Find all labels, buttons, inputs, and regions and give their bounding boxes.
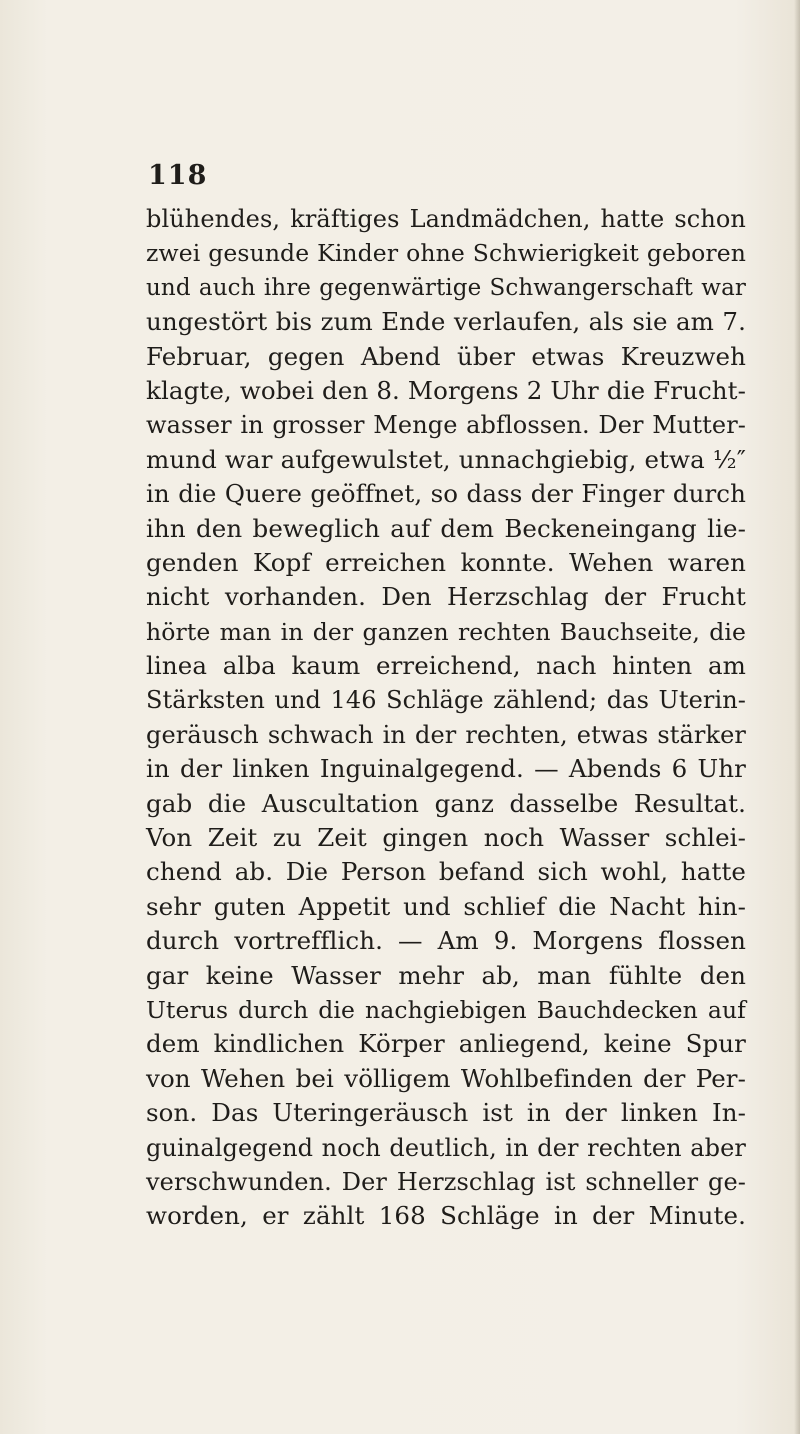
text-line: worden, er zählt 168 Schläge in der Minute. — [146, 1201, 746, 1231]
text-line: genden Kopf erreichen konnte. Wehen waren — [146, 547, 746, 577]
text-line: guinalgegend noch deutlich, in der rechten aber — [146, 1133, 746, 1162]
text-line: von Wehen bei völligem Wohlbefinden der Per- — [146, 1063, 746, 1093]
text-line: mund war aufgewulstet, unnachgiebig, etwa ½″ — [146, 444, 746, 474]
text-line: verschwunden. Der Herzschlag ist schneller ge- — [146, 1167, 746, 1196]
text-line: zwei gesunde Kinder ohne Schwierigkeit geboren — [146, 239, 746, 268]
text-line: gab die Auscultation ganz dasselbe Resultat. — [146, 788, 746, 818]
text-line: klagte, wobei den 8. Morgens 2 Uhr die Frucht- — [146, 375, 746, 405]
text-line: durch vortrefflich. — Am 9. Morgens flossen — [146, 926, 746, 956]
text-line: und auch ihre gegenwärtige Schwangerschaft war — [146, 274, 746, 301]
text-line: Stärksten und 146 Schläge zählend; das Uterin- — [146, 686, 746, 715]
text-line: linea alba kaum erreichend, nach hinten am — [146, 651, 746, 681]
text-line: hörte man in der ganzen rechten Bauchseite, die — [146, 617, 746, 646]
text-line: ungestört bis zum Ende verlaufen, als sie am 7. — [146, 307, 746, 337]
text-line: ihn den beweglich auf dem Beckeneingang lie- — [146, 513, 746, 543]
text-line: in der linken Inguinalgegend. — Abends 6 Uhr — [146, 754, 746, 784]
text-line: blühendes, kräftiges Landmädchen, hatte schon — [146, 205, 746, 233]
text-line: son. Das Uteringeräusch ist in der linken In- — [146, 1098, 746, 1128]
text-line: gar keine Wasser mehr ab, man fühlte den — [146, 960, 746, 990]
body-text — [146, 202, 746, 1234]
text-line: Von Zeit zu Zeit gingen noch Wasser schlei- — [146, 823, 746, 853]
text-line: dem kindlichen Körper anliegend, keine Spur — [146, 1029, 746, 1059]
text-line: in die Quere geöffnet, so dass der Finger durch — [146, 479, 746, 509]
text-line: Uterus durch die nachgiebigen Bauchdecken auf — [146, 995, 746, 1024]
text-line: sehr guten Appetit und schlief die Nacht hin- — [146, 891, 746, 921]
text-line: nicht vorhanden. Den Herzschlag der Frucht — [146, 582, 746, 612]
text-line: geräusch schwach in der rechten, etwas stärker — [146, 720, 746, 749]
text-line: wasser in grosser Menge abflossen. Der Mutter- — [146, 411, 746, 440]
page-edge-shadow — [794, 0, 800, 1434]
text-line: Februar, gegen Abend über etwas Kreuzweh — [146, 341, 746, 371]
page-number: 118 — [148, 160, 208, 191]
text-line: chend ab. Die Person befand sich wohl, hatte — [146, 857, 746, 887]
